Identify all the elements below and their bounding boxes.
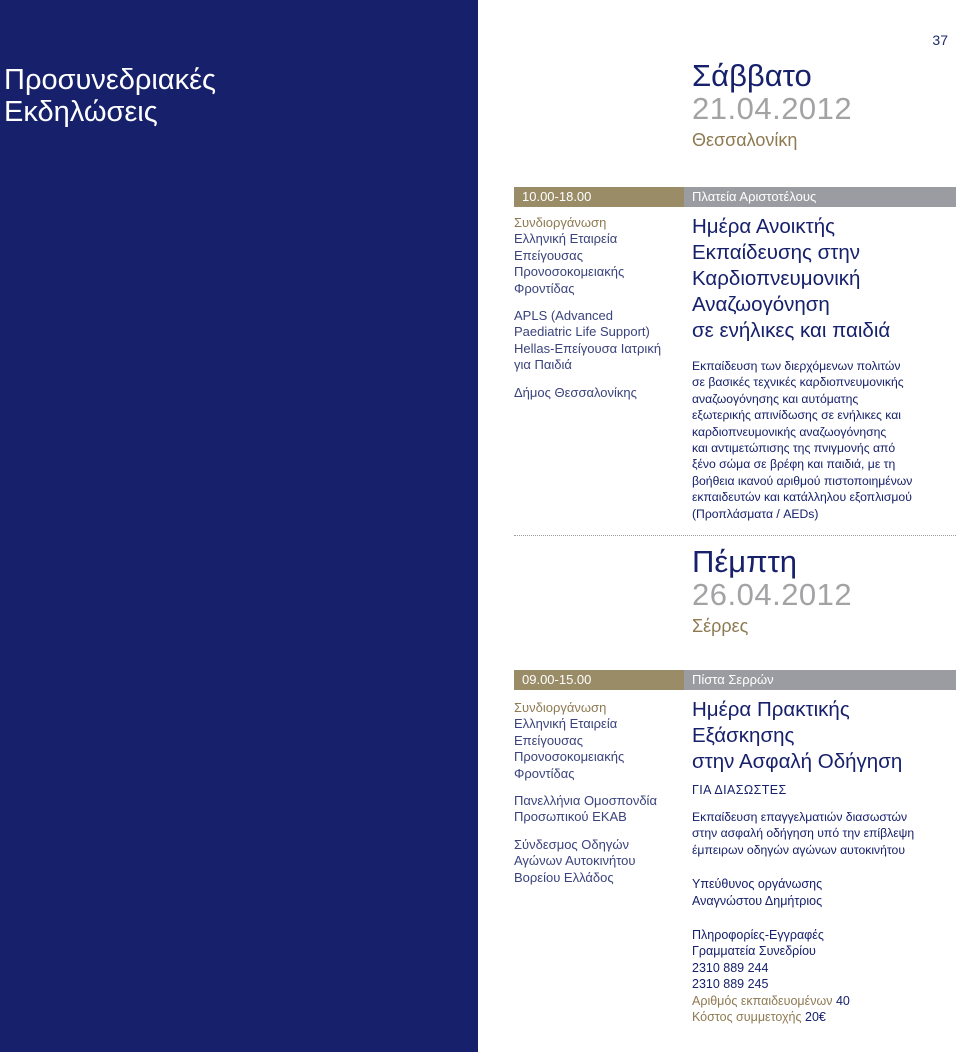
event2-day: Πέμπτη: [692, 544, 797, 579]
event2-info-org: Γραμματεία Συνεδρίου: [692, 944, 816, 959]
event2-cost: [692, 1009, 954, 1025]
event2-phone-1: 2310 889 244: [692, 960, 769, 975]
event2-title: Ημέρα Πρακτικής Εξάσκησης στην Ασφαλή Οδήγηση: [692, 698, 903, 773]
event2-subtitle: ΓΙΑ ΔΙΑΣΩΣΤΕΣ: [692, 783, 787, 797]
event1-organizer-2: APLS (Advanced Paediatric Life Support) Hellas-Επείγουσα Ιατρική για Παιδιά: [514, 308, 662, 373]
event1-location-bar: Πλατεία Αριστοτέλους: [684, 187, 956, 207]
event2-responsible-name: Αναγνώστου Δημήτριος: [692, 893, 823, 908]
sidebar-panel: [0, 0, 478, 1052]
event2-date-block: [692, 546, 852, 638]
event2-cost-value: 20€: [805, 1010, 826, 1025]
sidebar-title: Προσυνεδριακές Εκδηλώσεις: [4, 64, 217, 128]
event2-cost-label: Κόστος συμμετοχής: [692, 1010, 802, 1025]
event2-city: Σέρρες: [692, 616, 749, 636]
event1-date-block: [692, 60, 852, 152]
event1-details: [692, 214, 954, 522]
event1-city: Θεσσαλονίκη: [692, 130, 798, 150]
event1-date: 21.04.2012: [692, 91, 853, 126]
event2-info-label: Πληροφορίες-Εγγραφές: [692, 928, 824, 943]
event1-day: Σάββατο: [692, 58, 812, 93]
event2-date: 26.04.2012: [692, 577, 853, 612]
event2-trainees: [692, 993, 954, 1009]
event2-organizers: [514, 700, 684, 886]
page-number: 37: [932, 32, 948, 48]
event1-title: Ημέρα Ανοικτής Εκπαίδευσης στην Καρδιοπνευμονική Αναζωογόνηση σε ενήλικες και παιδιά: [692, 215, 891, 342]
event2-time-bar: 09.00-15.00: [514, 670, 684, 690]
event2-organizer-heading: Συνδιοργάνωση: [514, 700, 607, 715]
event1-organizer-heading: Συνδιοργάνωση: [514, 215, 607, 230]
event2-trainees-value: 40: [835, 993, 850, 1008]
event1-organizer-1: Ελληνική Εταιρεία Επείγουσας Προνοσοκομειακής Φροντίδας: [514, 231, 625, 296]
event2-organizer-1: Ελληνική Εταιρεία Επείγουσας Προνοσοκομειακής Φροντίδας: [514, 716, 625, 781]
event2-description: Εκπαίδευση επαγγελματιών διασωστών στην ασφαλή οδήγηση υπό την επίβλεψη έμπειρων οδηγών αγώνων αυτοκινήτου: [692, 810, 915, 857]
event2-organizer-3: Σύνδεσμος Οδηγών Αγώνων Αυτοκινήτου Βορείου Ελλάδος: [514, 836, 636, 885]
event2-location-bar: Πίστα Σερρών: [684, 670, 956, 690]
event1-organizer-3: Δήμος Θεσσαλονίκης: [514, 384, 637, 400]
event2-organizer-2: Πανελλήνια Ομοσπονδία Προσωπικού ΕΚΑΒ: [514, 793, 657, 825]
event1-time-bar: 10.00-18.00: [514, 187, 684, 207]
event2-phone-2: 2310 889 245: [692, 977, 769, 992]
event1-organizers: [514, 215, 684, 401]
event2-trainees-label: Αριθμός εκπαιδευομένων: [692, 993, 833, 1008]
section-divider: [514, 535, 956, 536]
event2-responsible-label: Υπεύθυνος οργάνωσης: [692, 877, 823, 892]
event2-details: [692, 697, 954, 1025]
event1-description: Εκπαίδευση των διερχόμενων πολιτών σε βασικές τεχνικές καρδιοπνευμονικής αναζωογόνησης και αυτόματης εξωτερικής απινίδωσης σε ενήλικες και καρδιοπνευμονικής αναζωογόνησης και αντιμετώπισης της πνιγμονής από ξένο σώμα σε βρέφη και παιδιά, με τη βοήθεια ικανού αριθμού πιστοποιημένων εκπαιδευτών και κατάλληλου εξοπλισμού (Προπλάσματα / AEDs): [692, 359, 913, 521]
